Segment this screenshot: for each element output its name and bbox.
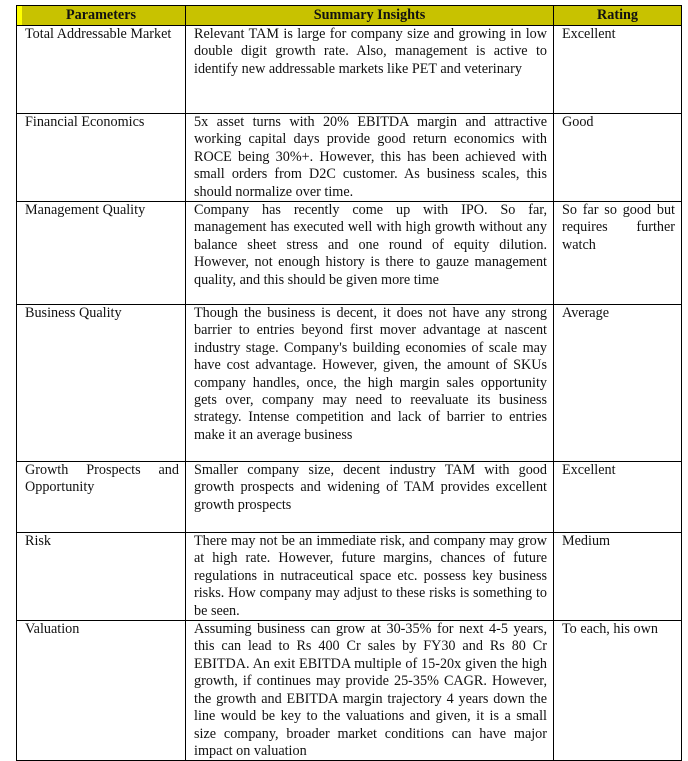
- rating-cell: Medium: [554, 533, 682, 621]
- insight-cell: There may not be an immediate risk, and company may grow at high rate. However, future margins, chances of future regulations in nutraceutical space etc. possess key business risks. How company may adjust to these risks is something to be seen.: [186, 533, 554, 621]
- rating-cell: To each, his own: [554, 621, 682, 761]
- parameter-cell: Management Quality: [17, 202, 186, 305]
- header-row: [17, 6, 682, 26]
- parameter-cell: Financial Economics: [17, 114, 186, 202]
- rating-cell: Excellent: [554, 26, 682, 114]
- parameter-cell: Valuation: [17, 621, 186, 761]
- insight-cell: Relevant TAM is large for company size and growing in low double digit growth rate. Also, management is active to identify new addressable markets like PET and veterinary: [186, 26, 554, 114]
- insight-cell: Assuming business can grow at 30-35% for next 4-5 years, this can lead to Rs 400 Cr sales by FY30 and Rs 80 Cr EBITDA. An exit EBITDA multiple of 15-20x given the high growth, if continues may provide 25-35% CAGR. However, the growth and EBITDA margin trajectory 4 years down the line would be key to the valuations and given, it is a small size company, broader market conditions can have major impact on valuation: [186, 621, 554, 761]
- rating-cell: Good: [554, 114, 682, 202]
- insight-cell: Smaller company size, decent industry TAM with good growth prospects and widening of TAM provides excellent growth prospects: [186, 462, 554, 533]
- insight-cell: Though the business is decent, it does not have any strong barrier to entries beyond first mover advantage at nascent industry stage. Company's building economies of scale may have cost advantage. However, given, the amount of SKUs company handles, once, the high margin sales opportunity gets over, company may need to reevaluate its business strategy. Intense competition and lack of barrier to entries make it an average business: [186, 305, 554, 462]
- header-rating: Rating: [554, 6, 682, 26]
- parameter-cell: Risk: [17, 533, 186, 621]
- summary-table: [16, 5, 682, 761]
- parameter-cell: Business Quality: [17, 305, 186, 462]
- header-parameters: Parameters: [17, 6, 186, 26]
- table-row: [17, 26, 682, 114]
- table-row: [17, 202, 682, 305]
- table-row: [17, 462, 682, 533]
- rating-cell: Excellent: [554, 462, 682, 533]
- header-summary-insights: Summary Insights: [186, 6, 554, 26]
- insight-cell: 5x asset turns with 20% EBITDA margin and attractive working capital days provide good return economics with ROCE being 30%+. However, this has been achieved with small orders from D2C customer. As business scales, this should normalize over time.: [186, 114, 554, 202]
- rating-cell: So far so good but requires further watch: [554, 202, 682, 305]
- table-row: [17, 533, 682, 621]
- parameter-cell: Total Addressable Market: [17, 26, 186, 114]
- parameter-cell: Growth Prospects and Opportunity: [17, 462, 186, 533]
- table-row: [17, 305, 682, 462]
- rating-cell: Average: [554, 305, 682, 462]
- table-row: [17, 114, 682, 202]
- insight-cell: Company has recently come up with IPO. So far, management has executed well with high growth without any balance sheet stress and one round of equity dilution. However, not enough history is there to gauze management quality, and this should be given more time: [186, 202, 554, 305]
- table-row: [17, 621, 682, 761]
